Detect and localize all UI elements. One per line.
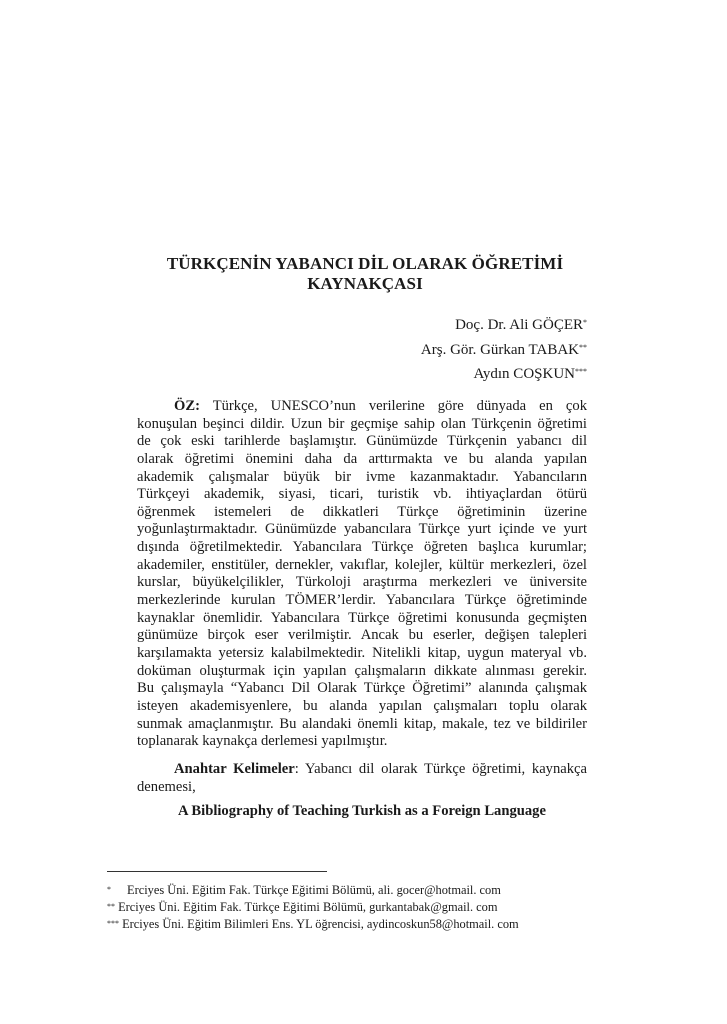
abstract-line: dışında öğretilmektedir. Yabancılara Türkçe öğreten başlıca kurumlar;: [137, 539, 587, 556]
author-3: [421, 362, 587, 387]
abstract-line: merkezlerinde kurulan TÖMER’lerdir. Yabancılara Türkçe öğretiminde: [137, 592, 587, 609]
footnotes: [107, 882, 519, 933]
footnote-mark[interactable]: ***: [575, 367, 587, 376]
abstract-line: Bu çalışmayla “Yabancı Dil Olarak Türkçe Öğretimi” alanında çalışmak: [137, 680, 587, 697]
abstract-line: akademik çalışmalar büyük bir ivme kazanmaktadır. Yabancıların: [137, 468, 587, 485]
abstract-line: Türkçeyi akademik, siyasi, ticari, turistik vb. ihtiyaçlardan ötürü: [137, 486, 587, 503]
title-line-1: TÜRKÇENİN YABANCI DİL OLARAK ÖĞRETİMİ: [166, 254, 564, 273]
footnote-mark: ***: [107, 919, 119, 928]
author-name: Arş. Gör. Gürkan TABAK: [420, 341, 579, 358]
abstract-line: akademiler, enstitüler, dernekler, vakıflar, kolejler, kültür merkezleri, özel: [137, 556, 587, 573]
abstract-line: olarak öğretimi önemini daha da arttırmakta ve bu alanda yapılan: [137, 450, 587, 467]
author-name: Doç. Dr. Ali GÖÇER: [455, 317, 583, 333]
abstract: [137, 398, 587, 751]
keywords-label: Anahtar Kelimeler: [174, 761, 295, 777]
english-title: A Bibliography of Teaching Turkish as a Foreign Language: [178, 803, 546, 819]
footnote-mark[interactable]: *: [583, 318, 587, 327]
abstract-line: yoğunlaştırmaktadır. Günümüzde yabancılara Türkçe yurt içinde ve yurt: [137, 521, 587, 538]
author-name: Aydın COŞKUN: [473, 366, 575, 382]
abstract-line: doküman oluşturmak için yapılan çalışmaların dikkate alınması gerekir.: [137, 662, 587, 679]
keywords-line: Anahtar Kelimeler: Yabancı dil olarak Türkçe öğretimi, kaynakça: [174, 761, 587, 777]
abstract-line: ÖZ: Türkçe, UNESCO’nun verilerine göre dünyada en çok: [174, 398, 587, 414]
footnote-mark: **: [107, 902, 115, 911]
author-1: [421, 313, 587, 338]
author-2: [421, 338, 587, 363]
abstract-line: konuşulan beşinci dildir. Uzun bir geçmişe sahip olan Türkçenin öğretimi: [137, 415, 587, 432]
footnote-text: Erciyes Üni. Eğitim Fak. Türkçe Eğitimi Bölümü, gurkantabak@gmail. com: [115, 900, 498, 914]
title-line-2: KAYNAKÇASI: [307, 274, 423, 293]
abstract-line: kaynaklar önemlidir. Yabancılara Türkçe öğretimi konusunda geçmişten: [137, 609, 587, 626]
abstract-line: isteyen akademisyenlere, bu alanda yapılan çalışmaları toplu olarak: [137, 697, 587, 714]
abstract-line: günümüze birçok eser verilmiştir. Ancak bu eserler, değişen talepleri: [137, 627, 587, 644]
abstract-line: karşılamakta yetersiz kalabilmektedir. Nitelikli kitap, uygun materyal vb.: [137, 644, 587, 661]
keywords: [137, 760, 587, 796]
footnote-1: [107, 882, 519, 899]
footnote-text: Erciyes Üni. Eğitim Fak. Türkçe Eğitimi Bölümü, ali. gocer@hotmail. com: [127, 883, 501, 897]
footnote-mark[interactable]: **: [579, 342, 587, 352]
footnote-2: [107, 899, 519, 916]
footnote-mark: *: [107, 885, 111, 894]
paper-title: [130, 254, 600, 294]
footnote-3: [107, 916, 519, 933]
abstract-label: ÖZ:: [174, 398, 200, 414]
abstract-line: sunmak amaçlanmıştır. Bu alandaki önemli kitap, makale, tez ve bildiriler: [137, 715, 587, 732]
footnote-text: Erciyes Üni. Eğitim Bilimleri Ens. YL öğrencisi, aydincoskun58@hotmail. com: [119, 917, 519, 931]
abstract-line: de çok eski tarihlerde başlamıştır. Günümüzde Türkçenin yabancı dil: [137, 433, 587, 450]
author-list: [421, 313, 587, 387]
abstract-line: kurslar, büyükelçilikler, Türkoloji araştırma merkezleri ve üniversite: [137, 574, 587, 591]
abstract-line: öğrenmek istemeleri de dikkatleri Türkçe öğretiminin üzerine: [137, 503, 587, 520]
footnote-divider: [107, 871, 327, 872]
abstract-line: toplanarak kaynakça derlemesi yapılmıştır.: [137, 733, 388, 750]
keywords-line: denemesi,: [137, 779, 196, 795]
